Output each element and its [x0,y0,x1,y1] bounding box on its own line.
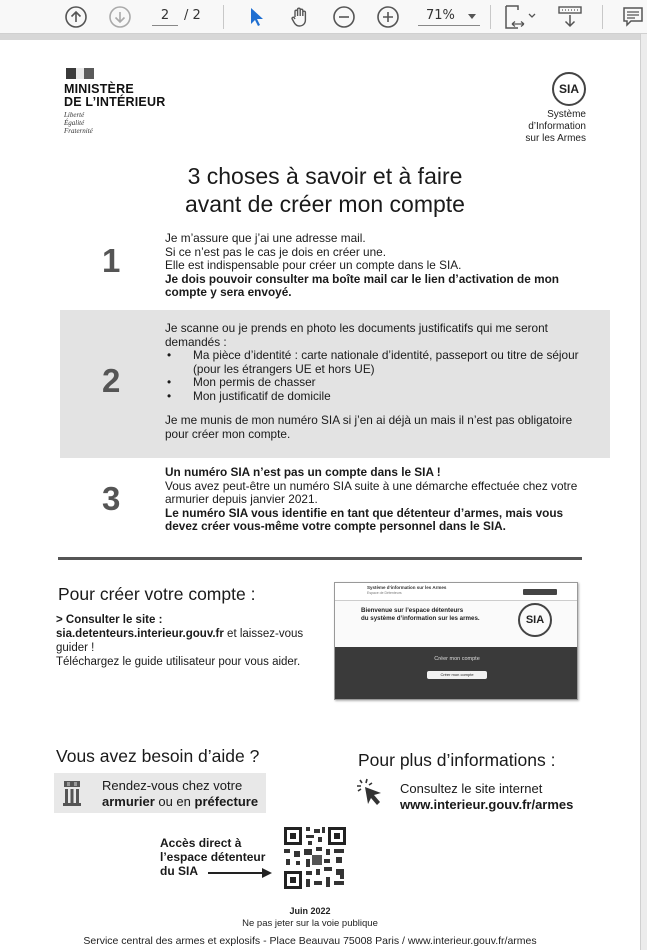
zoom-select[interactable] [418,6,480,26]
page-number-input[interactable]: 2 [152,6,178,26]
zoom-in-icon[interactable] [376,5,400,29]
vertical-scrollbar[interactable] [640,34,647,950]
list-item: • Ma pièce d’identité : carte nationale d’identité, passeport ou titre de séjour (pour les étrangers UE et hors UE) [165,349,595,376]
step-number: 1 [102,242,121,279]
ministry-name: MINISTÈRE DE L’INTÉRIEUR [64,82,166,109]
list-item: • Mon permis de chasser [165,376,595,390]
toolbar-divider [602,5,603,29]
click-cursor-icon [356,778,384,808]
sia-logo: SIA [552,72,586,106]
step-1 [60,230,610,302]
arrow-down-circle-icon[interactable] [108,5,132,29]
step-text: Un numéro SIA n’est pas un compte dans le SIA ! Vous avez peut-être un numéro SIA suite à une démarche effectuée chez votre armurier depuis janvier 2021. Le numéro SIA vous identifie en tant que détenteur d’armes, mais vous devez créer vous-même votre compte personnel dans le SIA. [165,465,578,533]
save-download-icon[interactable] [557,4,583,30]
arrow-right-icon [208,868,274,878]
step-number: 2 [102,362,121,399]
site-link[interactable]: sia.detenteurs.interieur.gouv.fr [56,628,224,640]
page-footer: Service central des armes et explosifs - Place Beauvau 75008 Paris / www.interieur.gouv.fr/armes [83,935,537,947]
sia-name: Système d’Information sur les Armes [525,109,586,144]
step-2 [60,310,610,458]
help-box [54,773,266,813]
create-account-heading: Pour créer votre compte : [58,584,256,604]
chevron-down-icon [468,14,476,19]
zoom-out-icon[interactable] [332,5,356,29]
website-screenshot: Système d’information sur les Armes Espace de Détenteurs Bienvenue sur l’espace détenteurs du système d’information sur les armes. SIA Créer mon compte Créer mon compte [334,582,578,700]
zoom-value: 71% [426,8,455,23]
info-text: Consultez le site internet www.interieur.gouv.fr/armes [400,781,574,812]
step-number: 3 [102,480,121,517]
marianne-logo [66,68,100,79]
fit-page-icon[interactable] [503,4,537,30]
pdf-page [0,40,640,950]
info-heading: Pour plus d’informations : [358,750,556,770]
toolbar-divider [490,5,491,29]
help-text: Rendez-vous chez votre armurier ou en préfecture [102,778,259,809]
select-pointer-icon[interactable] [246,6,266,28]
info-link[interactable]: www.interieur.gouv.fr/armes [400,797,574,812]
step-text: Je m’assure que j’ai une adresse mail. Si ce n’est pas le cas je dois en créer une. Elle est indispensable pour créer un compte dans le SIA. Je dois pouvoir consulter ma boîte mail car le lien d’activation de mon compte y sera envoyé. [165,231,559,299]
qr-caption: Accès direct à l’espace détenteur du SIA [160,836,266,878]
building-icon [62,779,82,807]
pdf-toolbar [0,0,647,34]
qr-code[interactable] [282,825,348,891]
document-list [165,349,595,403]
arrow-up-circle-icon[interactable] [64,5,88,29]
hand-pan-icon[interactable] [288,5,312,29]
create-account-text: > Consulter le site : sia.detenteurs.interieur.gouv.fr et laissez-vous guider ! Téléchargez le guide utilisateur pour vous aider. [56,614,304,668]
publication-date: Juin 2022 [289,906,331,916]
step-3 [60,464,610,544]
republic-motto: Liberté Égalité Fraternité [64,111,93,135]
step-text: Je scanne ou je prends en photo les documents justificatifs qui me seront demandés : • Ma pièce d’identité : carte nationale d’identité, passeport ou titre de séjour (pour les étrangers UE et hors UE) • Mon permis de chasser • Mon justificatif de domicile Je me munis de mon numéro SIA si j’en ai déjà un mais il n’est pas obligatoire pour créer mon compte. [165,322,595,441]
list-item: • Mon justificatif de domicile [165,390,595,404]
section-divider [58,557,582,560]
help-heading: Vous avez besoin d’aide ? [56,746,260,766]
disposal-notice: Ne pas jeter sur la voie publique [242,918,378,929]
page-title: 3 choses à savoir et à faire avant de créer mon compte [185,163,465,217]
toolbar-divider [223,5,224,29]
page-total: / 2 [184,8,201,23]
comment-icon[interactable] [622,6,644,28]
